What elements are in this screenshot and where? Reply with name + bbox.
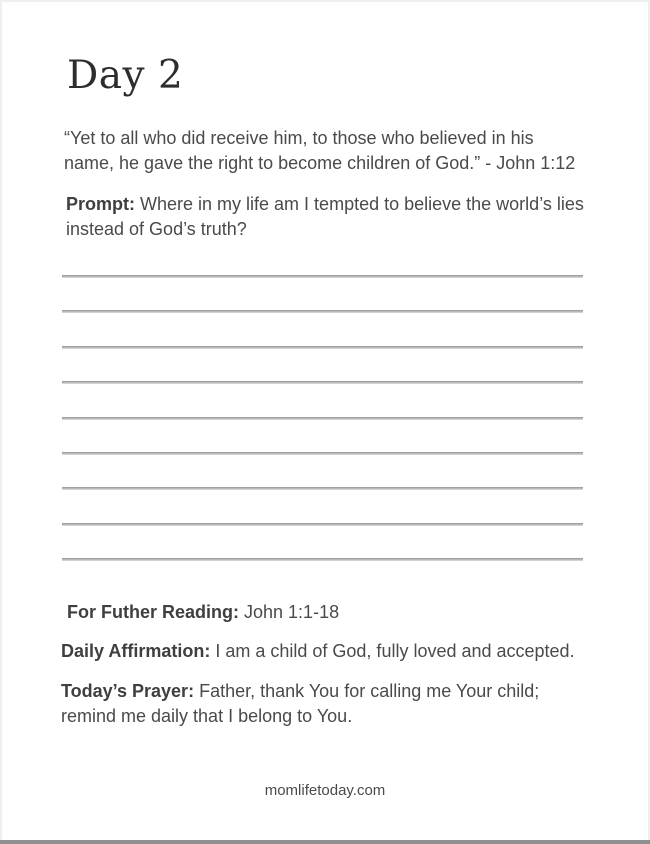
todays-prayer [61, 679, 573, 729]
further-reading-label: For Futher Reading: [67, 602, 239, 623]
journal-line [62, 275, 583, 278]
daily-affirmation [61, 640, 650, 662]
journal-line [62, 487, 583, 490]
journal-line [62, 346, 583, 349]
further-reading-text: John 1:1-18 [244, 602, 340, 623]
journal-line [62, 452, 583, 455]
prompt-label: Prompt: [66, 194, 135, 214]
page-title: Day 2 [67, 53, 184, 98]
footer-link[interactable]: momlifetoday.com [264, 782, 386, 799]
journal-line [62, 558, 583, 561]
journal-line [62, 523, 583, 526]
todays-prayer-label: Today’s Prayer: [61, 681, 195, 702]
prompt-text: Where in my life am I tempted to believe the world’s lies instead of God’s truth? [66, 194, 584, 239]
daily-affirmation-text: I am a child of God, fully loved and accepted. [215, 641, 575, 662]
footer [0, 782, 650, 799]
page-bottom-edge [0, 840, 650, 844]
further-reading [67, 601, 650, 623]
journal-line [62, 417, 583, 420]
journal-lines [62, 275, 583, 561]
verse-text: “Yet to all who did receive him, to those who believed in his name, he gave the right to become children of God.” - John 1:12 [64, 128, 576, 173]
journal-line [62, 310, 583, 313]
daily-affirmation-label: Daily Affirmation: [61, 641, 211, 662]
todays-prayer-text: Father, thank You for calling me Your child; remind me daily that I belong to You. [61, 681, 540, 727]
prompt [66, 192, 594, 242]
journal-line [62, 381, 583, 384]
